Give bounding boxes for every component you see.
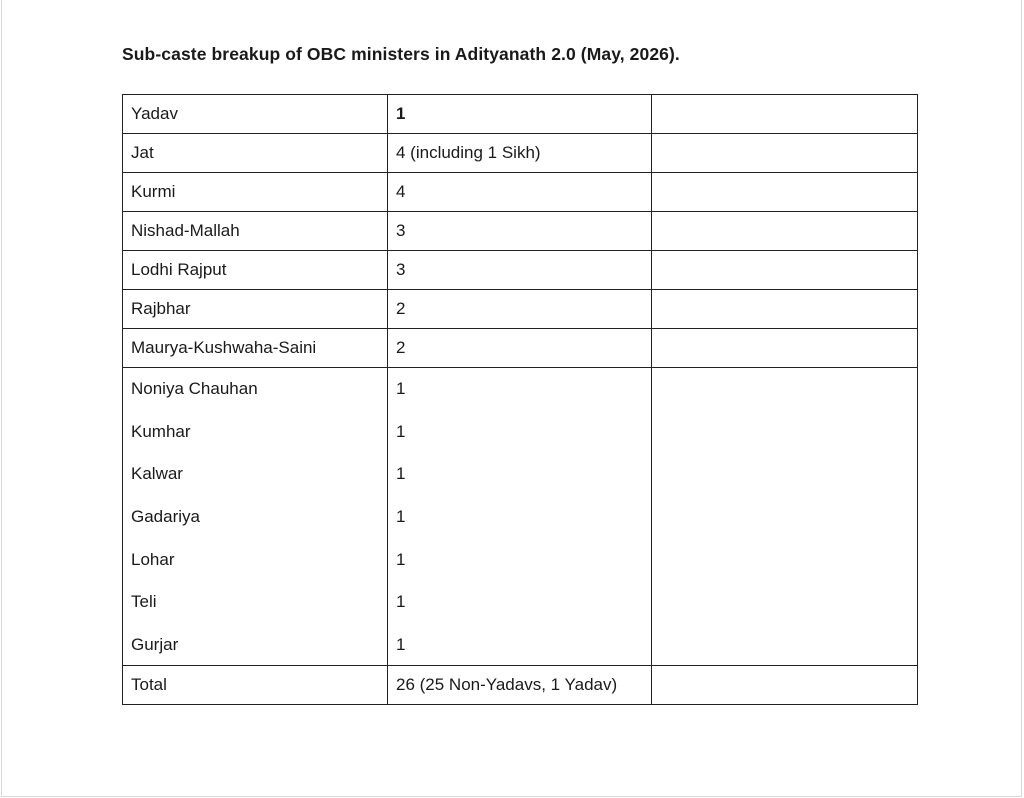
total-note-cell	[652, 666, 918, 705]
table-row	[123, 329, 918, 368]
count-cell: 1	[388, 95, 652, 134]
total-count-cell: 26 (25 Non-Yadavs, 1 Yadav)	[388, 666, 652, 705]
grouped-caste-name: Kumhar	[131, 421, 191, 441]
table-row	[123, 173, 918, 212]
grouped-count: 1	[396, 464, 406, 484]
table-row	[123, 212, 918, 251]
caste-cell: Kurmi	[123, 173, 388, 212]
grouped-count: 1	[396, 592, 406, 612]
table-row	[123, 134, 918, 173]
grouped-caste-name: Gadariya	[131, 507, 200, 527]
table-row	[123, 251, 918, 290]
grouped-count: 1	[396, 379, 406, 398]
note-cell	[652, 134, 918, 173]
count-cell: 4 (including 1 Sikh)	[388, 134, 652, 173]
grouped-caste-name: Gurjar	[131, 635, 179, 655]
grouped-count: 1	[396, 549, 406, 569]
obc-breakup-table	[122, 94, 918, 705]
note-cell	[652, 290, 918, 329]
caste-cell: Maurya-Kushwaha-Saini	[123, 329, 388, 368]
caste-cell: Nishad-Mallah	[123, 212, 388, 251]
caste-cell: Jat	[123, 134, 388, 173]
count-cell: 3	[388, 251, 652, 290]
note-cell	[652, 329, 918, 368]
note-cell	[652, 251, 918, 290]
grouped-count-cell	[388, 368, 652, 666]
table-row-grouped	[123, 368, 918, 666]
grouped-caste-name: Teli	[131, 592, 157, 612]
grouped-caste-name: Lohar	[131, 549, 175, 569]
note-cell	[652, 212, 918, 251]
grouped-count: 1	[396, 635, 406, 655]
count-cell: 2	[388, 290, 652, 329]
note-cell	[652, 173, 918, 212]
caste-cell: Yadav	[123, 95, 388, 134]
document-title: Sub-caste breakup of OBC ministers in Adityanath 2.0 (May, 2026).	[122, 44, 680, 64]
table-row-total	[123, 666, 918, 705]
table-row	[123, 95, 918, 134]
count-cell: 2	[388, 329, 652, 368]
note-cell	[652, 95, 918, 134]
total-label-cell: Total	[123, 666, 388, 705]
grouped-count: 1	[396, 421, 406, 441]
caste-cell: Rajbhar	[123, 290, 388, 329]
grouped-caste-name: Kalwar	[131, 464, 183, 484]
count-cell: 3	[388, 212, 652, 251]
grouped-caste-cell	[123, 368, 388, 666]
grouped-caste-name: Noniya Chauhan	[131, 379, 258, 398]
grouped-count: 1	[396, 507, 406, 527]
count-cell: 4	[388, 173, 652, 212]
caste-cell: Lodhi Rajput	[123, 251, 388, 290]
table-row	[123, 290, 918, 329]
grouped-note-cell	[652, 368, 918, 666]
